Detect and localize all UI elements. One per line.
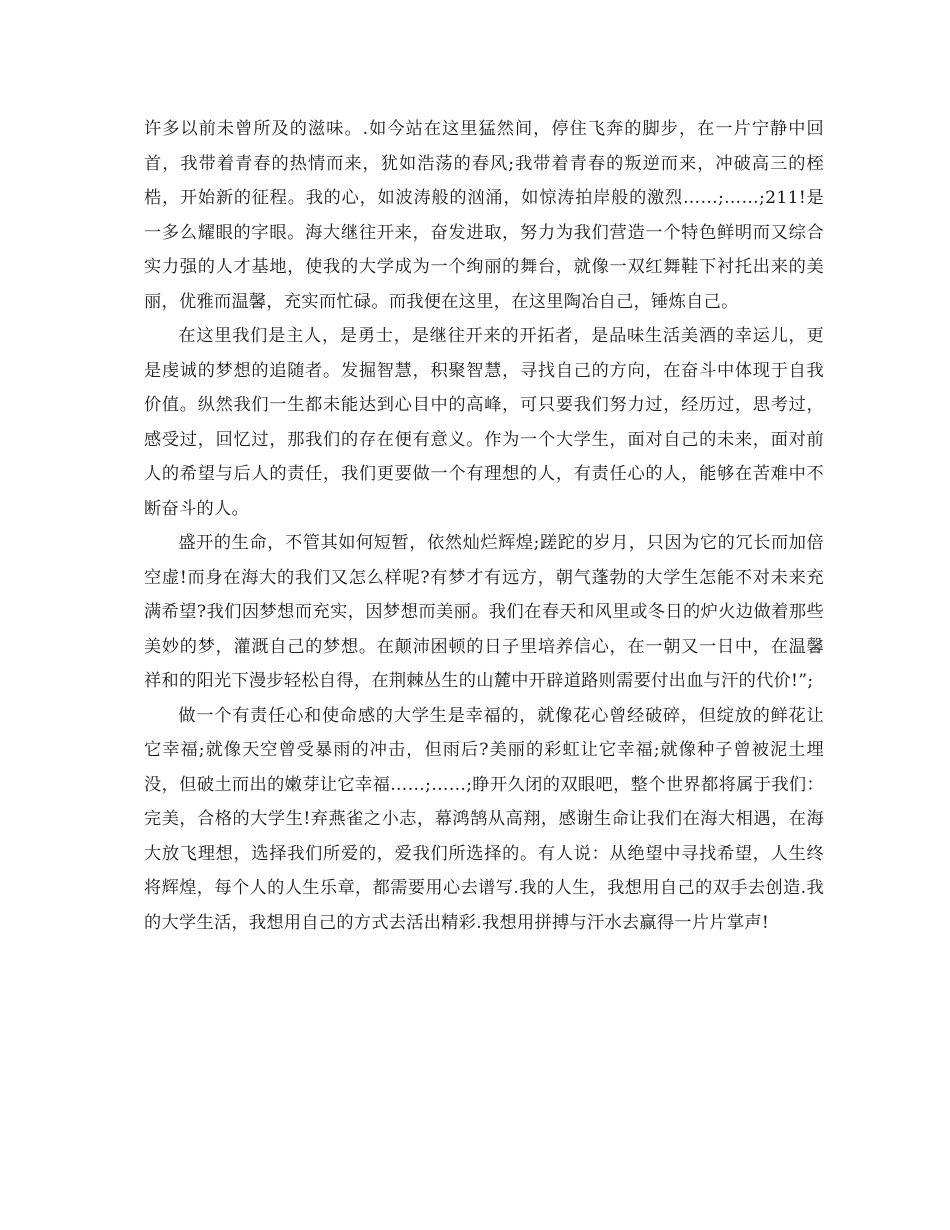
paragraph-1: 许多以前未曾所及的滋味。.如今站在这里猛然间，停住飞奔的脚步，在一片宁静中回首，我带着青春的热情而来，犹如浩荡的春风;我带着青春的叛逆而来，冲破高三的桎梏，开始新的征程。我的心，如波涛般的汹涌，如惊涛拍岸般的激烈……;……;211!是一多么耀眼的字眼。海大继往开来，奋发进取，努力为我们营造一个特色鲜明而又综合实力强的人才基地，使我的大学成为一个绚丽的舞台，就像一双红舞鞋下衬托出来的美丽，优雅而温馨，充实而忙碌。而我便在这里，在这里陶冶自己，锤炼自己。	[144, 119, 824, 312]
paragraph-4: 做一个有责任心和使命感的大学生是幸福的，就像花心曾经破碎，但绽放的鲜花让它幸福;就像天空曾受暴雨的冲击，但雨后?美丽的彩虹让它幸福;就像种子曾被泥土埋没，但破土而出的嫩芽让它幸福……;……;睁开久闭的双眼吧，整个世界都将属于我们：完美，合格的大学生!弃燕雀之小志，幕鸿鹄从高翔，感谢生命让我们在海大相遇，在海大放飞理想，选择我们所爱的，爱我们所选择的。有人说：从绝望中寻找希望，人生终将辉煌，每个人的人生乐章，都需要用心去谱写.我的人生，我想用自己的双手去创造.我的大学生活，我想用自己的方式去活出精彩.我想用拼搏与汗水去赢得一片片掌声!	[144, 705, 824, 933]
paragraph-2: 在这里我们是主人，是勇士，是继往开来的开拓者，是品味生活美酒的幸运儿，更是虔诚的梦想的追随者。发掘智慧，积聚智慧，寻找自己的方向，在奋斗中体现于自我价值。纵然我们一生都未能达到心目中的高峰，可只要我们努力过，经历过，思考过，感受过，回忆过，那我们的存在便有意义。作为一个大学生，面对自己的未来，面对前人的希望与后人的责任，我们更要做一个有理想的人，有责任心的人，能够在苦难中不断奋斗的人。	[144, 326, 824, 519]
paragraph-3: 盛开的生命，不管其如何短暂，依然灿烂辉煌;蹉跎的岁月，只因为它的冗长而加倍空虚!而身在海大的我们又怎么样呢?有梦才有远方，朝气蓬勃的大学生怎能不对未来充满希望?我们因梦想而充实，因梦想而美丽。我们在春天和风里或冬日的炉火边做着那些美妙的梦，灌溉自己的梦想。在颠沛困顿的日子里培养信心，在一朝又一日中，在温馨祥和的阳光下漫步轻松自得，在荆棘丛生的山麓中开辟道路则需要付出血与汗的代价!”;	[144, 533, 824, 691]
document-body	[144, 112, 824, 940]
